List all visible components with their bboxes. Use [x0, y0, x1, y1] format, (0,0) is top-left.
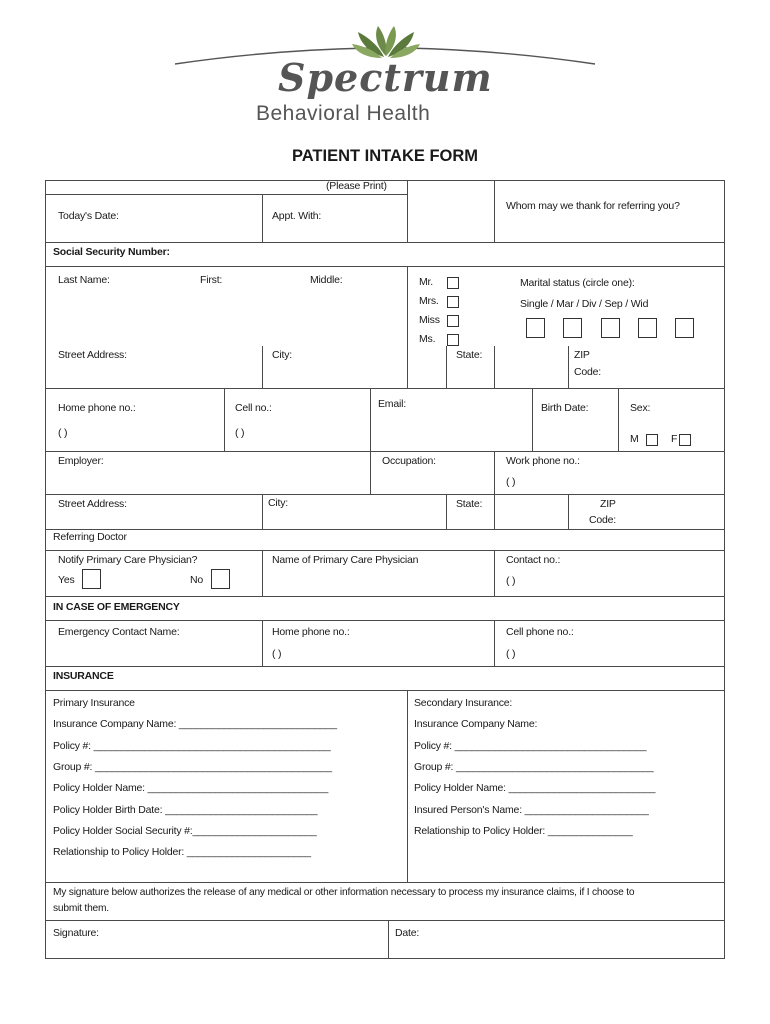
authorization-text: My signature below authorizes the release of any medical or other information necessary to process my insurance claims, if I choose to — [53, 887, 635, 898]
middle-name-label: Middle: — [310, 274, 343, 286]
primary-insurance-line: Policy Holder Social Security #:______________________ — [53, 825, 317, 837]
pcp-contact-paren: ( ) — [506, 575, 516, 587]
secondary-insurance-line: Secondary Insurance: — [414, 697, 513, 709]
emergency-cell-phone-label: Cell phone no.: — [506, 626, 574, 638]
employer-state-label: State: — [456, 498, 483, 510]
sex-m-checkbox[interactable] — [646, 434, 658, 446]
first-name-label: First: — [200, 274, 223, 286]
marital-sep-box[interactable] — [638, 318, 657, 338]
sex-f-label: F — [671, 433, 678, 445]
emergency-home-phone-paren: ( ) — [272, 648, 282, 660]
primary-insurance-line: Insurance Company Name: ____________________________ — [53, 718, 337, 730]
zip-label: ZIP — [574, 349, 590, 361]
referring-doctor-label: Referring Doctor — [53, 531, 127, 543]
pcp-contact-label: Contact no.: — [506, 554, 561, 566]
title-mr: Mr. — [419, 276, 433, 288]
notify-no-box[interactable] — [211, 569, 230, 589]
employer-label: Employer: — [58, 455, 104, 467]
title-miss: Miss — [419, 314, 440, 326]
primary-insurance-line: Primary Insurance — [53, 697, 135, 709]
email-label: Email: — [378, 398, 406, 410]
secondary-insurance-line: Policy #: __________________________________ — [414, 740, 647, 752]
employer-zip-code-label: Code: — [589, 514, 617, 526]
insurance-heading: INSURANCE — [53, 670, 114, 682]
appt-with-label: Appt. With: — [272, 210, 322, 222]
notify-yes-label: Yes — [58, 574, 75, 586]
birth-date-label: Birth Date: — [541, 402, 589, 414]
secondary-insurance-line: Insurance Company Name: — [414, 718, 538, 730]
home-phone-label: Home phone no.: — [58, 402, 136, 414]
signature-label: Signature: — [53, 927, 99, 939]
emergency-home-phone-label: Home phone no.: — [272, 626, 350, 638]
employer-zip-label: ZIP — [600, 498, 616, 510]
zip-code-label: Code: — [574, 366, 602, 378]
todays-date-label: Today's Date: — [58, 210, 119, 222]
sex-label: Sex: — [630, 402, 651, 414]
miss-checkbox[interactable] — [447, 315, 459, 327]
secondary-insurance-line: Group #: ___________________________________ — [414, 761, 654, 773]
authorization-text-cont: submit them. — [53, 903, 109, 914]
secondary-insurance-line: Relationship to Policy Holder: _______________ — [414, 825, 633, 837]
primary-insurance-line: Policy #: __________________________________________ — [53, 740, 331, 752]
date-label: Date: — [395, 927, 420, 939]
home-phone-paren: ( ) — [58, 427, 68, 439]
emergency-contact-name-label: Emergency Contact Name: — [58, 626, 180, 638]
emergency-cell-phone-paren: ( ) — [506, 648, 516, 660]
referral-label: Whom may we thank for referring you? — [506, 200, 680, 212]
work-phone-label: Work phone no.: — [506, 455, 580, 467]
primary-insurance-line: Relationship to Policy Holder: ______________________ — [53, 846, 311, 858]
cell-phone-paren: ( ) — [235, 427, 245, 439]
secondary-insurance-line: Policy Holder Name: __________________________ — [414, 782, 656, 794]
primary-insurance-line: Policy Holder Name: ________________________________ — [53, 782, 329, 794]
marital-single-box[interactable] — [526, 318, 545, 338]
cell-phone-label: Cell no.: — [235, 402, 272, 414]
marital-div-box[interactable] — [601, 318, 620, 338]
form-title: PATIENT INTAKE FORM — [291, 147, 479, 165]
street-address-label: Street Address: — [58, 349, 127, 361]
marital-options: Single / Mar / Div / Sep / Wid — [520, 298, 649, 310]
notify-no-label: No — [190, 574, 204, 586]
mr-checkbox[interactable] — [447, 277, 459, 289]
marital-status-label: Marital status (circle one): — [520, 277, 635, 289]
primary-insurance-line: Policy Holder Birth Date: ___________________________ — [53, 804, 318, 816]
occupation-label: Occupation: — [382, 455, 436, 467]
sex-f-checkbox[interactable] — [679, 434, 691, 446]
logo-subtitle: Behavioral Health — [256, 102, 431, 125]
please-print-note: (Please Print) — [326, 180, 387, 192]
marital-mar-box[interactable] — [563, 318, 582, 338]
marital-wid-box[interactable] — [675, 318, 694, 338]
employer-city-label: City: — [268, 497, 289, 509]
logo-name: Spectrum — [278, 55, 493, 100]
state-label: State: — [456, 349, 483, 361]
secondary-insurance-line: Insured Person's Name: ______________________ — [414, 804, 649, 816]
title-mrs: Mrs. — [419, 295, 439, 307]
emergency-heading: IN CASE OF EMERGENCY — [53, 601, 180, 613]
title-ms: Ms. — [419, 333, 436, 345]
sex-m-label: M — [630, 433, 639, 445]
work-phone-paren: ( ) — [506, 476, 516, 488]
last-name-label: Last Name: — [58, 274, 110, 286]
ssn-label: Social Security Number: — [53, 246, 170, 258]
ms-checkbox[interactable] — [447, 334, 459, 346]
notify-yes-box[interactable] — [82, 569, 101, 589]
employer-street-label: Street Address: — [58, 498, 127, 510]
pcp-name-label: Name of Primary Care Physician — [272, 554, 419, 566]
mrs-checkbox[interactable] — [447, 296, 459, 308]
city-label: City: — [272, 349, 293, 361]
primary-insurance-line: Group #: __________________________________________ — [53, 761, 332, 773]
notify-pcp-label: Notify Primary Care Physician? — [58, 554, 198, 566]
